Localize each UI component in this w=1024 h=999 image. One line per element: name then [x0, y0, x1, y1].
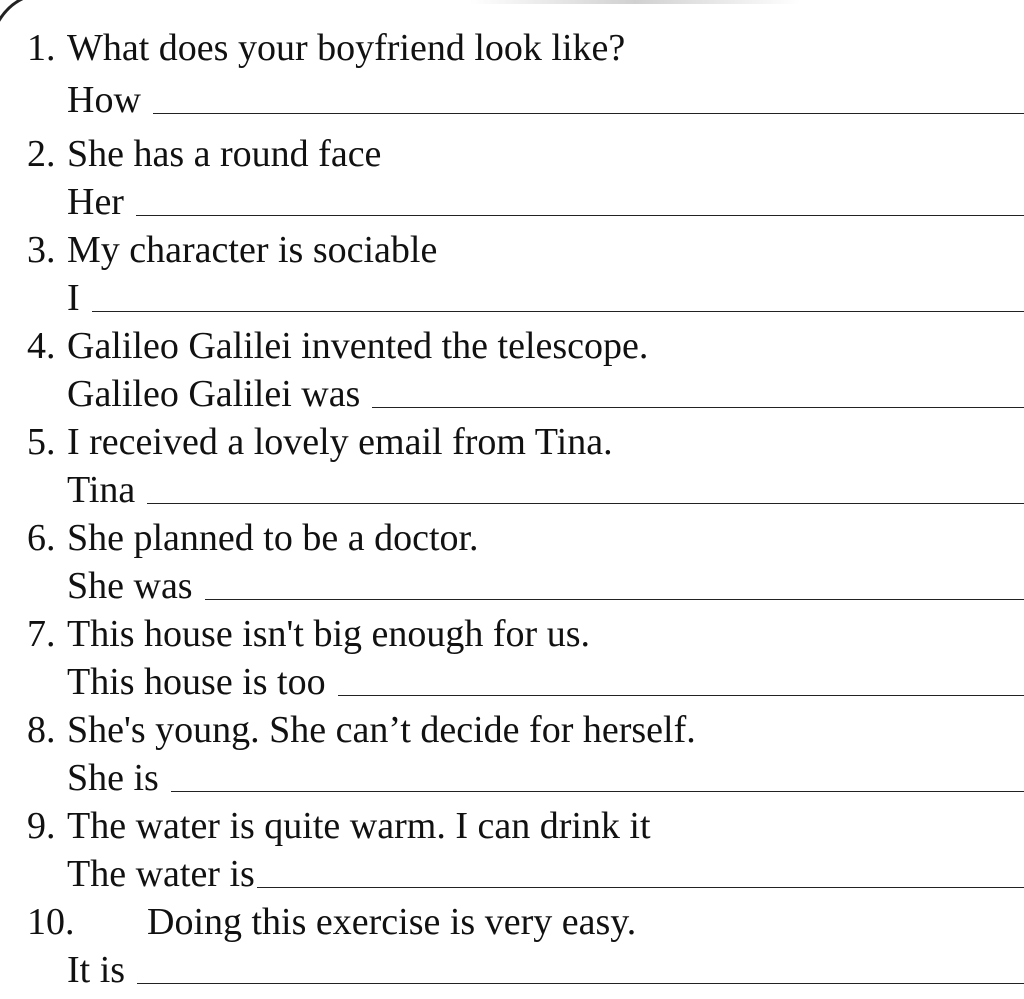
answer-line: [0, 178, 1024, 226]
answer-line: [0, 946, 1024, 994]
exercise-item-4: [0, 322, 1024, 418]
answer-line: [0, 754, 1024, 802]
answer-blank[interactable]: [171, 791, 1024, 792]
question-line: [0, 24, 1024, 72]
question-text: I received a lovely email from Tina.: [67, 421, 613, 463]
answer-blank[interactable]: [338, 695, 1024, 696]
question-number: 1.: [27, 27, 56, 69]
question-number: 2.: [27, 133, 56, 175]
answer-stem: She is: [67, 757, 159, 799]
question-number: 6.: [27, 517, 56, 559]
question-line: [0, 898, 1024, 946]
exercise-item-8: [0, 706, 1024, 802]
question-number: 3.: [27, 229, 56, 271]
question-line: [0, 322, 1024, 370]
question-text: This house isn't big enough for us.: [67, 613, 590, 655]
question-number: 4.: [27, 325, 56, 367]
answer-stem: This house is too: [67, 661, 326, 703]
answer-line: [0, 562, 1024, 610]
answer-stem: She was: [67, 565, 193, 607]
exercise-item-2: [0, 130, 1024, 226]
answer-blank[interactable]: [257, 887, 1024, 888]
scan-smudge: [470, 0, 800, 4]
answer-line: [0, 658, 1024, 706]
question-text: She has a round face: [67, 133, 382, 175]
question-text: Doing this exercise is very easy.: [147, 901, 637, 943]
question-text: My character is sociable: [67, 229, 438, 271]
question-number: 5.: [27, 421, 56, 463]
exercise-item-9: [0, 802, 1024, 898]
answer-line: [0, 274, 1024, 322]
answer-blank[interactable]: [92, 311, 1024, 312]
question-number: 8.: [27, 709, 56, 751]
answer-stem: Her: [67, 181, 124, 223]
question-text: What does your boyfriend look like?: [67, 27, 626, 69]
question-text: The water is quite warm. I can drink it: [67, 805, 651, 847]
question-line: [0, 610, 1024, 658]
answer-line: [0, 850, 1024, 898]
exercise-item-3: [0, 226, 1024, 322]
answer-blank[interactable]: [205, 599, 1024, 600]
question-line: [0, 130, 1024, 178]
answer-stem: Galileo Galilei was: [67, 373, 361, 415]
answer-blank[interactable]: [136, 215, 1024, 216]
question-line: [0, 514, 1024, 562]
exercise-item-5: [0, 418, 1024, 514]
question-text: She planned to be a doctor.: [67, 517, 479, 559]
exercise-worksheet: [0, 24, 1024, 994]
answer-blank[interactable]: [372, 407, 1024, 408]
answer-stem: I: [67, 277, 80, 319]
exercise-item-7: [0, 610, 1024, 706]
question-line: [0, 802, 1024, 850]
answer-blank[interactable]: [137, 983, 1024, 984]
exercise-item-10: [0, 898, 1024, 994]
answer-stem: Tina: [67, 469, 136, 511]
answer-stem: The water is: [67, 853, 255, 895]
question-number: 7.: [27, 613, 56, 655]
question-line: [0, 418, 1024, 466]
exercise-item-6: [0, 514, 1024, 610]
question-number: 9.: [27, 805, 56, 847]
answer-line: [0, 370, 1024, 418]
question-text: She's young. She can’t decide for herself.: [67, 709, 696, 751]
question-text: Galileo Galilei invented the telescope.: [67, 325, 649, 367]
exercise-item-1: [0, 24, 1024, 124]
answer-line: [0, 72, 1024, 124]
answer-stem: How: [67, 79, 141, 121]
answer-line: [0, 466, 1024, 514]
question-line: [0, 706, 1024, 754]
answer-blank[interactable]: [147, 503, 1024, 504]
question-number: 10.: [27, 901, 75, 943]
answer-stem: It is: [67, 949, 126, 991]
answer-blank[interactable]: [153, 113, 1024, 114]
question-line: [0, 226, 1024, 274]
